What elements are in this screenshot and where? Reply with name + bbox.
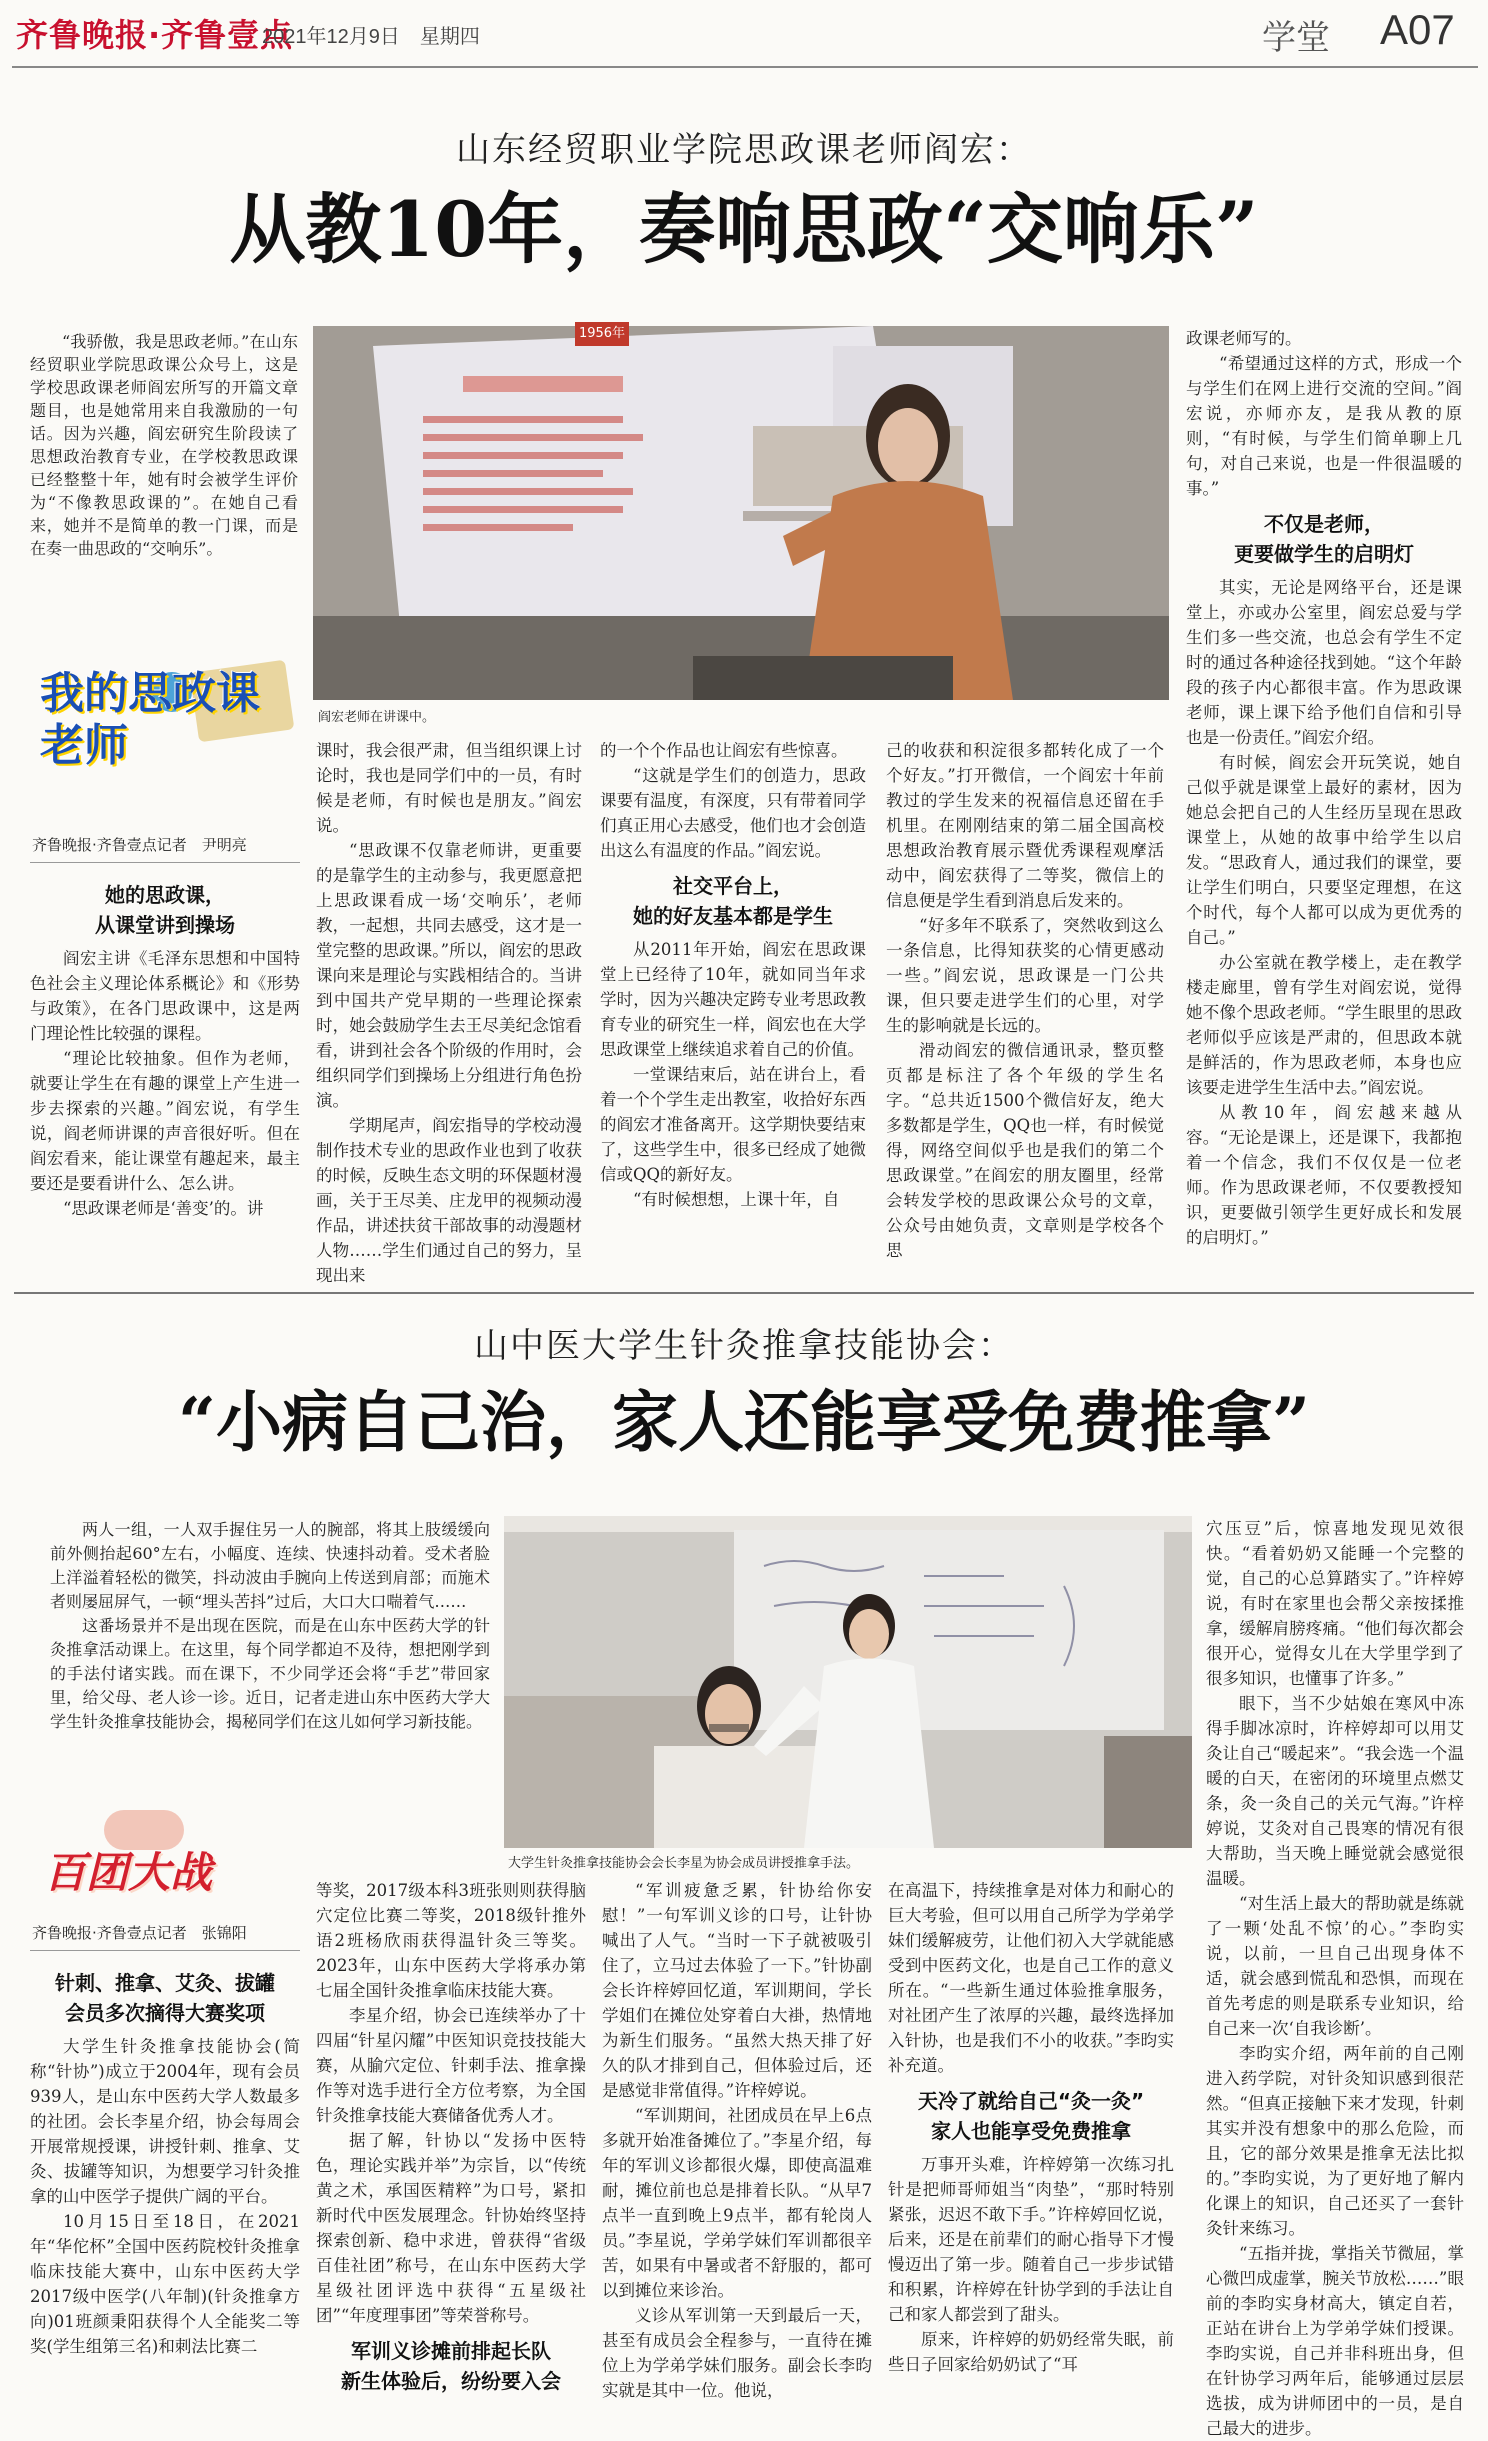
people-icon: [104, 1810, 184, 1850]
story1-column-2: [316, 738, 582, 1285]
story2-lede: [50, 1518, 490, 1808]
subhead-classroom-to-field: 她的思政课， 从课堂讲到操场: [95, 883, 235, 937]
story1-column-5: [1186, 326, 1462, 1272]
paragraph: 大学生针灸推拿技能协会(简称“针协”)成立于2004年，现有会员939人，是山东中医药大学人数最多的社团。会长李星介绍，协会每周会开展常规授课，讲授针刺、推拿、艾灸、拔罐等知识，为想要学习针灸推拿的山中医学子提供广阔的平台。: [30, 2037, 300, 2206]
story1-headline: 从教10年，奏响思政“交响乐”: [229, 185, 1259, 274]
massage-lesson-scene: [504, 1516, 1192, 1848]
story2-column-3: [602, 1878, 872, 2400]
paragraph: 等奖，2017级本科3班张则则获得脑穴定位比赛二等奖，2018级针推外语2班杨欣雨获得温针灸三等奖。2023年，山东中医药大学将承办第七届全国针灸推拿临床技能大赛。: [316, 1881, 586, 2000]
paragraph: 办公室就在教学楼上，走在教学楼走廊里，曾有学生对阎宏说，觉得她不像个思政老师。“学生眼里的思政老师似乎应该是严肃的，但思政本就是鲜活的，作为思政老师，本身也应该要走进学生生活中去。”阎宏说。: [1186, 953, 1462, 1097]
story1-byline: 齐鲁晚报·齐鲁壹点记者 尹明亮: [32, 836, 247, 854]
classroom-scene: [313, 326, 1169, 700]
badge-title: 我的思政课老师: [40, 668, 260, 771]
paragraph: 李星介绍，协会已连续举办了十四届“针星闪耀”中医知识竞技技能大赛，从腧穴定位、针刺手法、推拿操作等对选手进行全方位考察，为全国针灸推拿技能大赛储备优秀人才。: [316, 2006, 586, 2125]
paragraph: 其实，无论是网络平台，还是课堂上，亦或办公室里，阎宏总爱与学生们多一些交流，也总会有学生不定时的通过各种途径找到她。“这个年龄段的孩子内心都很丰富。作为思政课老师，课上课下给予他们自信和引导也是一份责任。”阎宏介绍。: [1186, 578, 1462, 747]
paragraph: 滑动阎宏的微信通讯录，整页整页都是标注了各个年级的学生名字。“总共近1500个微信好友，绝大多数都是学生，QQ也一样，有时候觉得，网络空间似乎也是我们的第二个思政课堂。”在阎宏的朋友圈里，经常会转发学校的思政课公众号的文章，公众号由她负责，文章则是学校各个思: [886, 1041, 1164, 1260]
paragraph: 10月15日至18日，在2021年“华佗杯”全国中医药院校针灸推拿临床技能大赛中，山东中医药大学2017级中医学(八年制)(针灸推拿方向)01班颜秉阳获得个人全能奖二等奖(学生组第三名)和刺法比赛二: [30, 2212, 300, 2356]
paragraph: “对生活上最大的帮助就是练就了一颗‘处乱不惊’的心。”李昀实说，以前，一旦自己出现身体不适，就会感到慌乱和恐惧，而现在首先考虑的则是联系专业知识，给自己来一次‘自我诊断’。: [1206, 1894, 1464, 2038]
paragraph: 穴压豆”后，惊喜地发现见效很快。“看着奶奶又能睡一个完整的觉，自己的心总算踏实了。”许梓婷说，有时在家里也会帮父亲按揉推拿，缓解肩膀疼痛。“他们每次都会很开心，觉得女儿在大学里学到了很多知识，也懂事了许多。”: [1206, 1519, 1464, 1688]
masthead: [0, 0, 1488, 70]
subhead-guiding-light: 不仅是老师， 更要做学生的启明灯: [1234, 512, 1414, 566]
story2-photo-caption: 大学生针灸推拿技能协会会长李星为协会成员讲授推拿手法。: [508, 1856, 860, 1871]
paragraph: 在高温下，持续推拿是对体力和耐心的巨大考验，但可以用自己所学为学弟学妹们缓解疲劳，让他们初入大学就能感受到中医药文化，也是自己工作的意义所在。“一些新生通过体验推拿服务，对社团产生了浓厚的兴趣，最终选择加入针协，也是我们不小的收获。”李昀实补充道。: [888, 1881, 1174, 2075]
story1-column-1: [30, 872, 300, 1272]
subhead-military-training: 军训义诊摊前排起长队 新生体验后，纷纷要入会: [341, 2339, 561, 2393]
paragraph: “好多年不联系了，突然收到这么一条信息，比得知获奖的心情更感动一些。”阎宏说，思政课是一门公共课，但只要走进学生们的心里，对学生的影响就是长远的。: [886, 916, 1164, 1035]
paragraph: 学期尾声，阎宏指导的学校动漫制作技术专业的思政作业也到了收获的时候，反映生态文明的环保题材漫画，关于王尽美、庄龙甲的视频动漫作品，讲述扶贫干部故事的动漫题材人物……学生们通过自己的努力，呈现出来: [316, 1116, 582, 1285]
paragraph: 从教10年，阎宏越来越从容。“无论是课上，还是课下，我都抱着一个信念，我们不仅仅是一位老师。作为思政课老师，不仅要教授知识，更要做引领学生更好成长和发展的启明灯。”: [1186, 1103, 1462, 1247]
subhead-awards: 针刺、推拿、艾灸、拔罐 会员多次摘得大赛奖项: [55, 1971, 275, 2025]
story1-column-4: [886, 738, 1164, 1272]
paragraph: 阎宏主讲《毛泽东思想和中国特色社会主义理论体系概论》和《形势与政策》，在各门思政课中，这是两门理论性比较强的课程。: [30, 949, 300, 1043]
paragraph: “军训期间，社团成员在早上6点多就开始准备摊位了。”李星介绍，每年的军训义诊都很火爆，即使高温难耐，摊位前也总是排着长队。“从早7点半一直到晚上9点半，都有轮岗人员。”李星说，学弟学妹们军训都很辛苦，如果有中暑或者不舒服的，都可以到摊位来诊治。: [602, 2106, 872, 2300]
paragraph: 一堂课结束后，站在讲台上，看着一个个学生走出教室，收拾好东西的阎宏才准备离开。这学期快要结束了，这些学生中，很多已经成了她微信或QQ的新好友。: [600, 1065, 866, 1184]
story2-byline: 齐鲁晚报·齐鲁壹点记者 张锦阳: [32, 1924, 247, 1942]
story2-column-4: [888, 1878, 1174, 2386]
issue-date: 2021年12月9日 星期四: [262, 26, 480, 48]
story2-column-5: [1206, 1516, 1464, 2438]
paragraph: 的一个个作品也让阎宏有些惊喜。: [600, 741, 848, 760]
story2-kicker: 山中医大学生针灸推拿技能协会：: [474, 1326, 1014, 1366]
paragraph: “思政课老师是‘善变’的。讲: [63, 1199, 264, 1218]
paragraph: “理论比较抽象。但作为老师，就要让学生在有趣的课堂上产生进一步去探索的兴趣。”阎宏说，有学生说，阎老师讲课的声音很好听。但在阎宏看来，能让课堂有趣起来，最主要还是要看讲什么、怎么讲。: [30, 1049, 300, 1193]
story2-column-2: [316, 1878, 586, 2393]
story1-kicker: 山东经贸职业学院思政课老师阎宏：: [456, 130, 1032, 170]
paragraph: 李昀实介绍，两年前的自己刚进入药学院，对针灸知识感到很茫然。“但真正接触下来才发现，针刺其实并没有想象中的那么危险，而且，它的部分效果是推拿无法比拟的。”李昀实说，为了更好地了解内化课上的知识，自己还买了一套针灸针来练习。: [1206, 2044, 1464, 2238]
paragraph: 原来，许梓婷的奶奶经常失眠，前些日子回家给奶奶试了“耳: [888, 2330, 1174, 2374]
story1-lede: [30, 330, 298, 560]
byline-divider: [30, 1950, 300, 1951]
lede-paragraph: 这番场景并不是出现在医院，而是在山东中医药大学的针灸推拿活动课上。在这里，每个同学都迫不及待，想把刚学到的手法付诸实践。而在课下，不少同学还会将“手艺”带回家里，给父母、老人诊一诊。近日，记者走进山东中医药大学大学生针灸推拿技能协会，揭秘同学们在这儿如何学习新技能。: [50, 1616, 490, 1731]
slide-year-tag: 1956年: [575, 322, 629, 346]
story2-photo: [504, 1516, 1192, 1848]
paragraph: 万事开头难，许梓婷第一次练习扎针是把师哥师姐当“肉垫”，“那时特别紧张，迟迟不敢下手。”许梓婷回忆说，后来，还是在前辈们的耐心指导下才慢慢迈出了第一步。随着自己一步步试错和积累，许梓婷在针协学到的手法让自己和家人都尝到了甜头。: [888, 2155, 1174, 2324]
page-number: A07: [1380, 6, 1455, 53]
subhead-social-platform: 社交平台上， 她的好友基本都是学生: [633, 874, 833, 928]
paragraph: 据了解，针协以“发扬中医特色，理论实践并举”为宗旨，以“传统黄之术，承国医精粹”为口号，紧扣新时代中医发展理念。针协始终坚持探索创新、稳中求进，曾获得“省级百佳社团”称号，在山东中医药大学星级社团评选中获得“五星级社团”“年度理事团”等荣誉称号。: [316, 2131, 586, 2325]
paragraph: “军训疲惫乏累，针协给你安慰！”一句军训义诊的口号，让针协喊出了人气。“当时一下子就被吸引住了，立马过去体验了一下。”针协副会长许梓婷回忆道，军训期间，学长学姐们在摊位处穿着白大褂，热情地为新生们服务。“虽然大热天排了好久的队才排到自己，但体验过后，还是感觉非常值得。”许梓婷说。: [602, 1881, 872, 2100]
story1-photo: [313, 326, 1169, 700]
paragraph: 课时，我会很严肃，但当组织课上讨论时，我也是同学们中的一员，有时候是老师，有时候也是朋友。”阎宏说。: [316, 741, 582, 835]
subhead-moxibustion: 天冷了就给自己“灸一灸” 家人也能享受免费推拿: [917, 2089, 1145, 2143]
lede-paragraph: “我骄傲，我是思政老师。”在山东经贸职业学院思政课公众号上，这是学校思政课老师阎宏所写的开篇文章题目，也是她常用来自我激励的一句话。因为兴趣，阎宏研究生阶段读了思想政治教育专业，在学校教思政课已经整整十年，她有时会被学生评价为“不像教思政课的”。在她自己看来，她并不是简单的教一门课，而是在奏一曲思政的“交响乐”。: [30, 332, 298, 558]
paragraph: 从2011年开始，阎宏在思政课堂上已经待了10年，就如同当年求学时，因为兴趣决定跨专业考思政教育专业的研究生一样，阎宏也在大学思政课堂上继续追求着自己的价值。: [600, 940, 866, 1059]
paragraph: “五指并拢，掌指关节微屈，掌心微凹成虚掌，腕关节放松……”眼前的李昀实身材高大，镇定自若，正站在讲台上为学弟学妹们授课。李昀实说，自己并非科班出身，但在针协学习两年后，能够通过层层选拔，成为讲师团中的一员，是自己最大的进步。: [1206, 2244, 1464, 2438]
paragraph: 眼下，当不少姑娘在寒风中冻得手脚冰凉时，许梓婷却可以用艾灸让自己“暖起来”。“我会选一个温暖的白天，在密闭的环境里点燃艾条，灸一灸自己的关元气海。”许梓婷说，艾灸对自己畏寒的情况有很大帮助，当天晚上睡觉就会感觉很温暖。: [1206, 1694, 1464, 1888]
paragraph: 己的收获和积淀很多都转化成了一个个好友。”打开微信，一个阎宏十年前教过的学生发来的祝福信息还留在手机里。在刚刚结束的第二届全国高校思想政治教育展示暨优秀课程观摩活动中，阎宏获得了二等奖，微信上的信息便是学生看到消息后发来的。: [886, 741, 1164, 910]
paragraph: 义诊从军训第一天到最后一天，甚至有成员会全程参与，一直待在摊位上为学弟学妹们服务。副会长李昀实就是其中一位。他说，: [602, 2306, 872, 2400]
paragraph: 政课老师写的。: [1186, 329, 1302, 348]
story2-column-1: [30, 1960, 300, 2386]
paragraph: “有时候想想，上课十年，自: [633, 1190, 840, 1209]
newspaper-logo: 齐鲁晚报·齐鲁壹点: [16, 16, 294, 54]
story-divider: [14, 1292, 1474, 1294]
section-name: 学堂: [1262, 18, 1330, 58]
byline-divider: [30, 862, 300, 863]
story1-column-3: [600, 738, 866, 1272]
paragraph: “这就是学生们的创造力，思政课要有温度，有深度，只有带着同学们真正用心去感受，他们也才会创造出这么有温度的作品。”阎宏说。: [600, 766, 866, 860]
badge-title: 百团大战: [44, 1848, 213, 1897]
lede-paragraph: 两人一组，一人双手握住另一人的腕部，将其上肢缓缓向前外侧抬起60°左右，小幅度、连续、快速抖动着。受术者脸上洋溢着轻松的微笑，抖动波由手腕向上传送到肩部；而施术者则屡屈屏气，一顿“埋头苦抖”过后，大口大口喘着气……: [50, 1520, 490, 1611]
column-badge: [34, 658, 304, 788]
story1-photo-caption: 阎宏老师在讲课中。: [318, 710, 436, 725]
column-badge: [34, 1810, 304, 1910]
story2-headline: “小病自己治，家人还能享受免费推拿”: [178, 1383, 1310, 1461]
header-rule: [12, 66, 1478, 68]
paragraph: “希望通过这样的方式，形成一个与学生们在网上进行交流的空间。”阎宏说，亦师亦友，是我从教的原则，“有时候，与学生们简单聊上几句，对自己来说，也是一件很温暖的事。”: [1186, 354, 1462, 498]
paragraph: 有时候，阎宏会开玩笑说，她自己似乎就是课堂上最好的素材，因为她总会把自己的人生经历呈现在思政课堂上，从她的故事中给学生以启发。“思政育人，通过我们的课堂，要让学生们明白，只要坚定理想，在这个时代，每个人都可以成为更优秀的自己。”: [1186, 753, 1462, 947]
paragraph: “思政课不仅靠老师讲，更重要的是靠学生的主动参与，我更愿意把上思政课看成一场‘交响乐’，老师教，一起想，共同去感受，这才是一堂完整的思政课。”所以，阎宏的思政课向来是理论与实践相结合的。当讲到中国共产党早期的一些理论探索时，她会鼓励学生去王尽美纪念馆看看，讲到社会各个阶级的作用时，会组织同学们到操场上分组进行角色扮演。: [316, 841, 582, 1110]
